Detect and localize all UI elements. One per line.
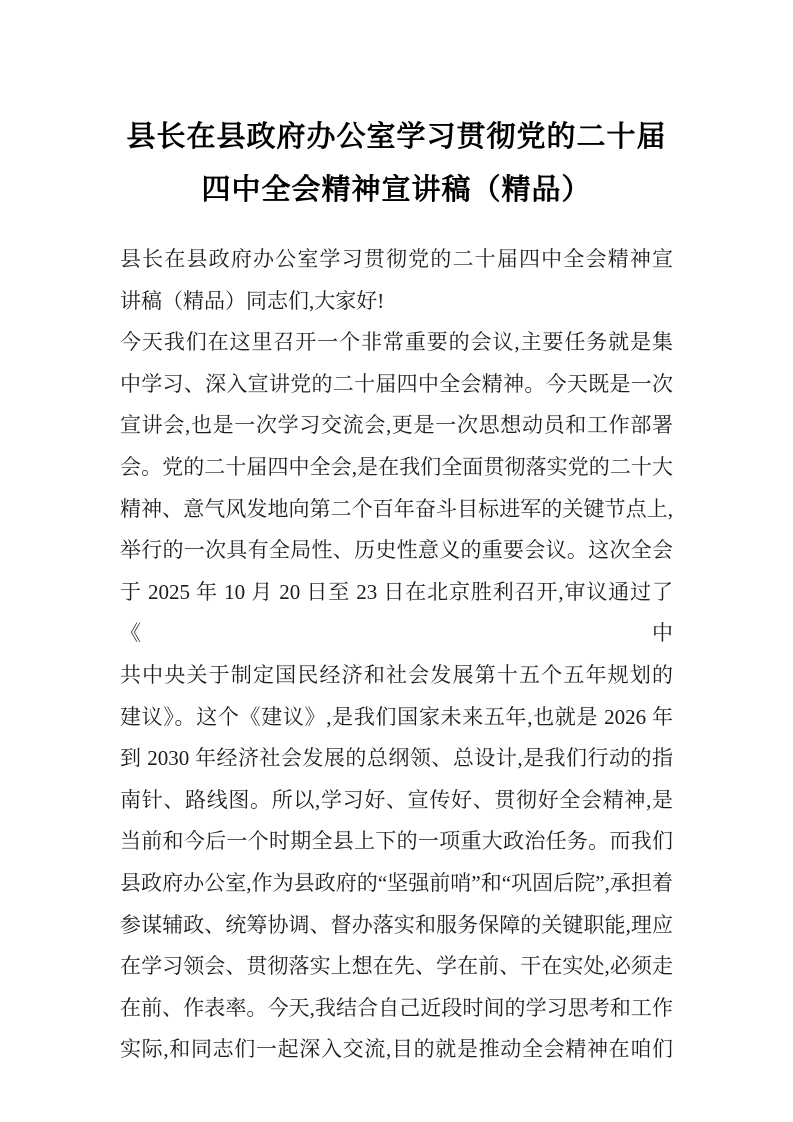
body-line: 中学习、深入宣讲党的二十届四中全会精神。今天既是一次 [120, 371, 673, 396]
body-line: 在前、作表率。今天,我结合自己近段时间的学习思考和工作 [120, 995, 673, 1020]
body-line: 宣讲会,也是一次学习交流会,更是一次思想动员和工作部署 [120, 413, 673, 438]
document-title-line-1: 县长在县政府办公室学习贯彻党的二十届 [126, 121, 667, 153]
body-line: 共中央关于制定国民经济和社会发展第十五个五年规划的 [120, 662, 673, 687]
body-line: 会。党的二十届四中全会,是在我们全面贯彻落实党的二十大 [120, 454, 673, 479]
body-line: 当前和今后一个时期全县上下的一项重大政治任务。而我们 [120, 829, 673, 854]
document-title [0, 0, 793, 217]
body-line: 南针、路线图。所以,学习好、宣传好、贯彻好全会精神,是 [120, 787, 673, 812]
body-line: 于 2025 年 10 月 20 日至 23 日在北京胜利召开,审议通过了《中 [120, 579, 673, 646]
body-line: 县政府办公室,作为县政府的“坚强前哨”和“巩固后院”,承担着 [120, 870, 673, 895]
document-body [120, 239, 673, 1071]
document-title-line-2: 四中全会精神宣讲稿（精品） [201, 174, 592, 206]
body-line: 到 2030 年经济社会发展的总纲领、总设计,是我们行动的指 [120, 746, 673, 771]
body-line: 讲稿（精品）同志们,大家好! [120, 288, 385, 313]
body-line: 精神、意气风发地向第二个百年奋斗目标进军的关键节点上, [120, 496, 673, 521]
body-line: 县长在县政府办公室学习贯彻党的二十届四中全会精神宣 [120, 247, 673, 271]
body-line: 今天我们在这里召开一个非常重要的会议,主要任务就是集 [120, 330, 673, 355]
body-line: 举行的一次具有全局性、历史性意义的重要会议。这次全会 [120, 538, 673, 563]
body-line: 建议》。这个《建议》,是我们国家未来五年,也就是 2026 年 [120, 704, 673, 729]
body-line: 在学习领会、贯彻落实上想在先、学在前、干在实处,必须走 [120, 954, 673, 979]
body-line: 参谋辅政、统筹协调、督办落实和服务保障的关键职能,理应 [120, 912, 673, 937]
body-line: 实际,和同志们一起深入交流,目的就是推动全会精神在咱们 [120, 1037, 673, 1062]
